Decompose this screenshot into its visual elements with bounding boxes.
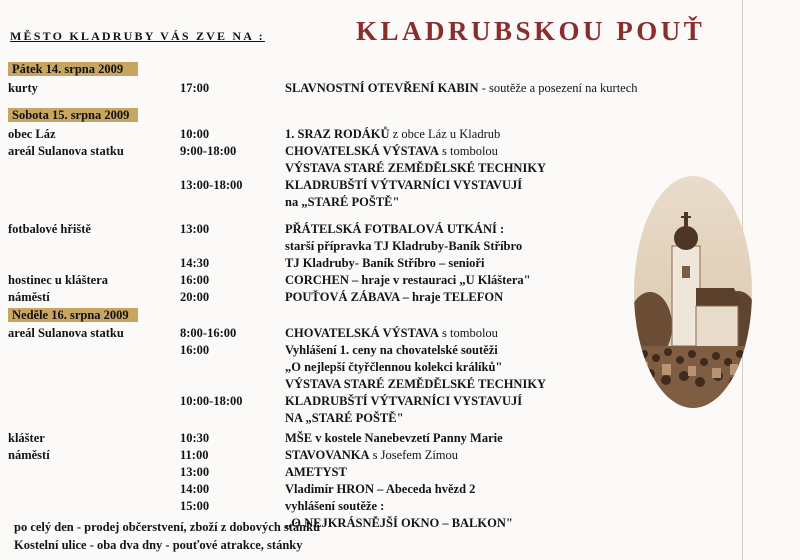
event-place: kurty xyxy=(8,81,38,95)
event-place: náměstí xyxy=(8,448,50,462)
event-detail: s tombolou xyxy=(438,144,498,158)
poster-title: KLADRUBSKOU POUŤ xyxy=(356,16,706,46)
event-detail: - soutěže a posezení na kurtech xyxy=(478,81,638,95)
event-title: Vyhlášení 1. ceny na chovatelské soutěži xyxy=(285,343,498,357)
event-place: areál Sulanova statku xyxy=(8,326,124,340)
event-time: 16:00 xyxy=(180,273,210,287)
event-title: MŠE v kostele Nanebevzetí Panny Marie xyxy=(285,431,503,445)
day-label-friday: Pátek 14. srpna 2009 xyxy=(12,62,124,76)
event-time: 13:00 xyxy=(180,465,210,479)
event-title: VÝSTAVA STARÉ ZEMĚDĚLSKÉ TECHNIKY xyxy=(285,377,547,391)
event-title: KLADRUBŠTÍ VÝTVARNÍCI VYSTAVUJÍ xyxy=(285,178,523,192)
footer-line: Kostelní ulice - oba dva dny - pouťové atrakce, stánky xyxy=(14,538,303,552)
event-time: 14:00 xyxy=(180,482,210,496)
event-description xyxy=(285,255,484,272)
event-title: STAVOVANKA xyxy=(285,448,370,462)
event-description xyxy=(285,289,503,306)
event-title: „O nejlepší čtyřčlennou kolekci králíků" xyxy=(285,360,503,374)
church-photo-illustration xyxy=(634,176,752,408)
event-detail: s tombolou xyxy=(438,326,498,340)
event-title: vyhlášení soutěže : xyxy=(285,499,385,513)
event-description xyxy=(285,464,347,481)
event-description xyxy=(285,481,475,498)
event-place: náměstí xyxy=(8,290,50,304)
event-title: NA „STARÉ POŠTĚ" xyxy=(285,411,404,425)
event-time: 20:00 xyxy=(180,290,210,304)
event-time: 9:00-18:00 xyxy=(180,144,237,158)
event-time: 13:00 xyxy=(180,222,210,236)
footer-line: po celý den - prodej občerstvení, zboží z dobových stánků xyxy=(14,520,321,534)
event-title: VÝSTAVA STARÉ ZEMĚDĚLSKÉ TECHNIKY xyxy=(285,161,547,175)
event-place: klášter xyxy=(8,431,45,445)
event-place: hostinec u kláštera xyxy=(8,273,108,287)
event-detail: z obce Láz u Kladrub xyxy=(389,127,501,141)
event-time: 10:00-18:00 xyxy=(180,394,243,408)
event-title: „O NEJKRÁSNĚJŠÍ OKNO – BALKON" xyxy=(285,516,513,530)
event-title: SLAVNOSTNÍ OTEVŘENÍ KABIN xyxy=(285,81,479,95)
event-description xyxy=(285,325,498,342)
event-description xyxy=(285,177,522,194)
event-description xyxy=(285,376,546,393)
event-time: 14:30 xyxy=(180,256,210,270)
event-time: 15:00 xyxy=(180,499,210,513)
event-description xyxy=(285,160,546,177)
event-title: Vladimír HRON – Abeceda hvězd 2 xyxy=(285,482,476,496)
event-description xyxy=(285,359,502,376)
event-description xyxy=(285,143,498,160)
event-description xyxy=(285,194,399,211)
event-description xyxy=(285,342,498,359)
event-description xyxy=(285,126,500,143)
event-title: CORCHEN – hraje v restauraci „U Kláštera" xyxy=(285,273,531,287)
event-title: starší přípravka TJ Kladruby-Baník Stříbro xyxy=(285,239,523,253)
event-description xyxy=(285,430,503,447)
church-photo xyxy=(634,176,752,408)
event-time: 13:00-18:00 xyxy=(180,178,243,192)
event-title: KLADRUBŠTÍ VÝTVARNÍCI VYSTAVUJÍ xyxy=(285,394,523,408)
event-description xyxy=(285,393,522,410)
day-label-sunday: Neděle 16. srpna 2009 xyxy=(12,308,129,322)
event-place: fotbalové hřiště xyxy=(8,222,91,236)
event-description xyxy=(285,272,531,289)
event-description xyxy=(285,410,404,427)
event-description xyxy=(285,498,384,515)
event-description xyxy=(285,221,504,238)
event-place: obec Láz xyxy=(8,127,56,141)
event-title: CHOVATELSKÁ VÝSTAVA xyxy=(285,144,439,158)
event-time: 8:00-16:00 xyxy=(180,326,237,340)
event-description xyxy=(285,447,458,464)
event-title: POUŤOVÁ ZÁBAVA – hraje TELEFON xyxy=(285,290,504,304)
day-label-saturday: Sobota 15. srpna 2009 xyxy=(12,108,130,122)
event-time: 10:00 xyxy=(180,127,210,141)
event-title: TJ Kladruby- Baník Stříbro – senioři xyxy=(285,256,485,270)
event-title: CHOVATELSKÁ VÝSTAVA xyxy=(285,326,439,340)
event-time: 10:30 xyxy=(180,431,210,445)
event-title: PŘÁTELSKÁ FOTBALOVÁ UTKÁNÍ : xyxy=(285,222,505,236)
event-time: 16:00 xyxy=(180,343,210,357)
event-title: na „STARÉ POŠTĚ" xyxy=(285,195,400,209)
event-detail: s Josefem Zímou xyxy=(369,448,459,462)
event-title: 1. SRAZ RODÁKŮ xyxy=(285,127,390,141)
event-description xyxy=(285,80,638,97)
event-description xyxy=(285,238,522,255)
invitation-header: MĚSTO KLADRUBY VÁS ZVE NA : xyxy=(10,29,265,43)
event-title: AMETYST xyxy=(285,465,347,479)
event-time: 17:00 xyxy=(180,81,210,95)
event-time: 11:00 xyxy=(180,448,209,462)
event-place: areál Sulanova statku xyxy=(8,144,124,158)
